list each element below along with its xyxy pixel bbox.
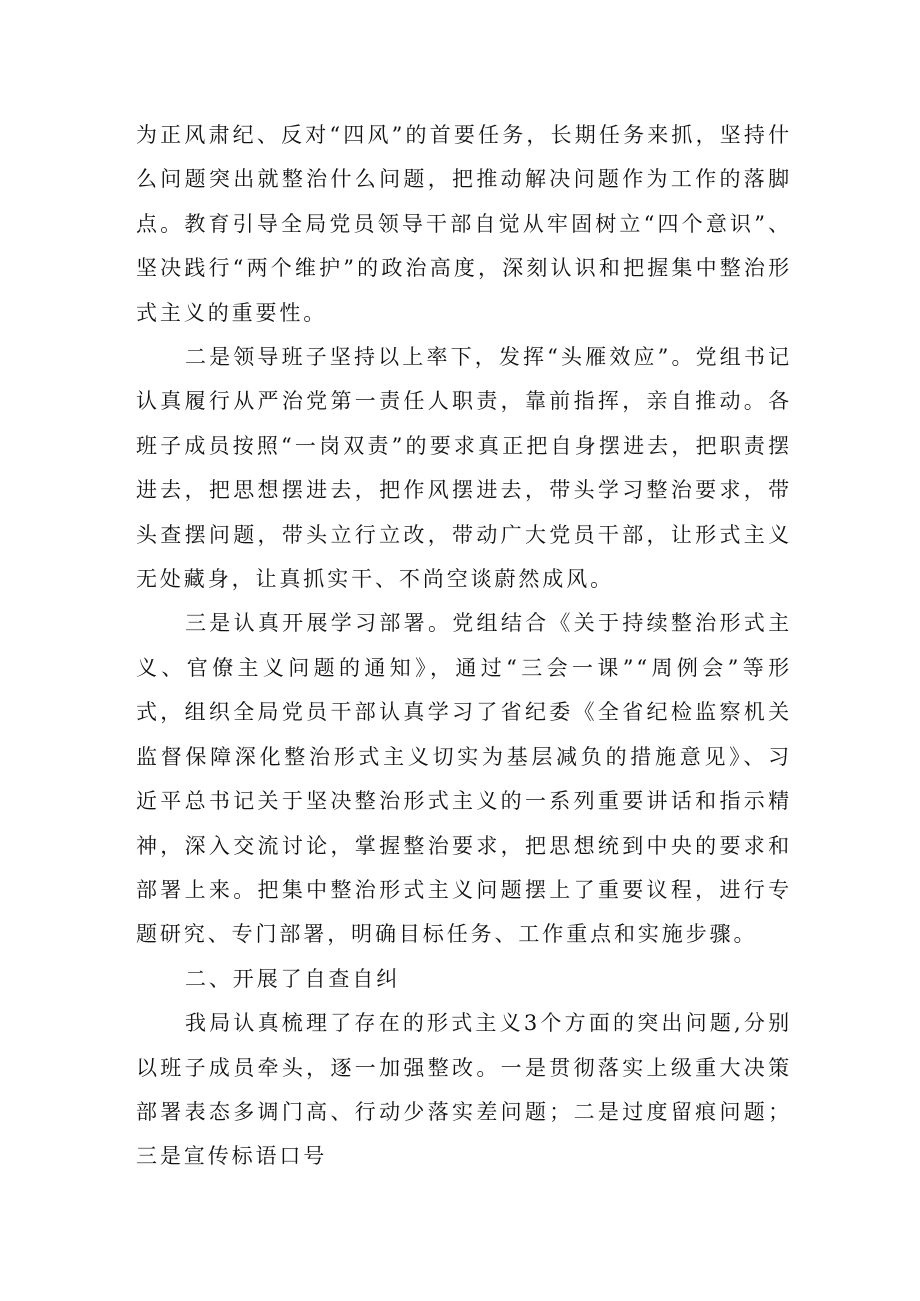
paragraph-study-deployment: 三是认真开展学习部署。党组结合《关于持续整治形式主义、官僚主义问题的通知》，通过“三会一课”“周例会”等形式，组织全局党员干部认真学习了省纪委《全省纪检监察机关监督保障深化整治形式主义切实为基层减负的措施意见》、习近平总书记关于坚决整治形式主义的一系列重要讲话和指示精神，深入交流讨论，掌握整治要求，把思想统到中央的要求和部署上来。把集中整治形式主义问题摆上了重要议程，进行专题研究、专门部署，明确目标任务、工作重点和实施步骤。 [136,611,792,947]
paragraph-self-inspection: 我局认真梳理了存在的形式主义3个方面的突出问题,分别以班子成员牵头，逐一加强整改。一是贯彻落实上级重大决策部署表态多调门高、行动少落实差问题；二是过度留痕问题；三是宣传标语口号 [136,1011,792,1169]
document-body [136,113,792,1179]
paragraph-leadership-example: 二是领导班子坚持以上率下，发挥“头雁效应”。党组书记认真履行从严治党第一责任人职责，靠前指挥，亲自推动。各班子成员按照“一岗双责”的要求真正把自身摆进去，把职责摆进去，把思想摆进去，把作风摆进去，带头学习整治要求，带头查摆问题，带头立行立改，带动广大党员干部，让形式主义无处藏身，让真抓实干、不尚空谈蔚然成风。 [136,345,792,592]
section-heading-self-inspection: 二、开展了自查自纠 [185,966,401,991]
paragraph-continuation: 为正风肃纪、反对“四风”的首要任务，长期任务来抓，坚持什么问题突出就整治什么问题，把推动解决问题作为工作的落脚点。教育引导全局党员领导干部自觉从牢固树立“四个意识”、坚决践行“两个维护”的政治高度，深刻认识和把握集中整治形式主义的重要性。 [136,123,792,325]
